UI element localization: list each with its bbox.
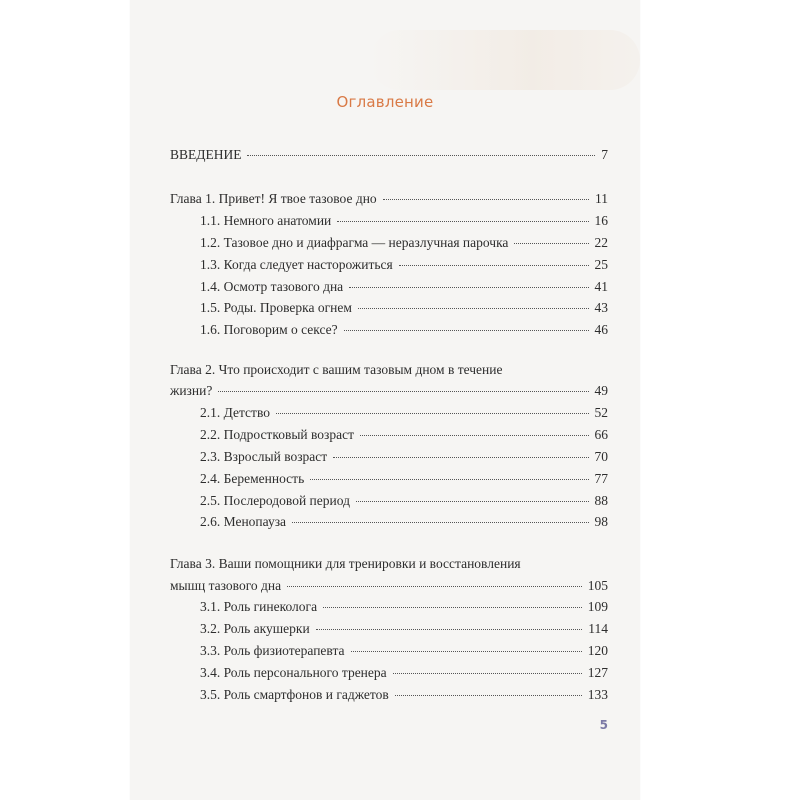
- toc-entry-label: 2.4. Беременность: [200, 471, 305, 486]
- toc-entry-page: 66: [594, 427, 608, 442]
- toc-entry-label: мышц тазового дна: [170, 578, 282, 593]
- dot-leader: [323, 607, 582, 608]
- toc-entry-page: 16: [594, 213, 608, 228]
- dot-leader: [360, 435, 589, 436]
- toc-chapter-3: [170, 578, 608, 594]
- toc-entry-label: 1.3. Когда следует насторожиться: [200, 257, 393, 272]
- dot-leader: [344, 330, 589, 331]
- toc-entry-label: 3.1. Роль гинеколога: [200, 599, 318, 614]
- toc-entry-page: 25: [594, 257, 608, 272]
- toc-entry-page: 114: [588, 621, 608, 636]
- toc-entry-label: 3.3. Роль физиотерапевта: [200, 643, 345, 658]
- toc-section-1-1: [200, 213, 608, 229]
- toc-entry-label: 1.2. Тазовое дно и диафрагма — неразлучная парочка: [200, 235, 509, 250]
- toc-title: Оглавление: [336, 93, 434, 111]
- dot-leader: [356, 501, 589, 502]
- toc-entry-label: 1.4. Осмотр тазового дна: [200, 279, 344, 294]
- toc-entry-page: 105: [587, 578, 608, 593]
- dot-leader: [333, 457, 588, 458]
- toc-chapter-3-line1: Глава 3. Ваши помощники для тренировки и восстановления: [170, 556, 521, 571]
- toc-entry-page: 22: [594, 235, 608, 250]
- toc-entry-label: 1.1. Немного анатомии: [200, 213, 332, 228]
- toc-entry-label: 3.5. Роль смартфонов и гаджетов: [200, 687, 389, 702]
- toc-entry-label: 1.5. Роды. Проверка огнем: [200, 300, 352, 315]
- toc-entry-label: 1.6. Поговорим о сексе?: [200, 322, 338, 337]
- dot-leader: [310, 479, 588, 480]
- toc-entry-page: 98: [594, 514, 608, 529]
- toc-entry-page: 46: [594, 322, 608, 337]
- toc-section-1-3: [200, 257, 608, 273]
- dot-leader: [218, 391, 588, 392]
- toc-entry-page: 43: [594, 300, 608, 315]
- dot-leader: [393, 673, 582, 674]
- toc-section-3-1: [200, 599, 608, 615]
- toc-entry-label: 3.4. Роль персонального тренера: [200, 665, 387, 680]
- toc-entry-label: Глава 1. Привет! Я твое тазовое дно: [170, 191, 377, 206]
- toc-entry-page: 7: [601, 147, 608, 162]
- book-page: [130, 0, 640, 800]
- toc-entry-page: 77: [594, 471, 608, 486]
- page-number: 5: [599, 718, 608, 732]
- toc-chapter-2-line1: Глава 2. Что происходит с вашим тазовым дном в течение: [170, 362, 503, 377]
- toc-entry-page: 41: [594, 279, 608, 294]
- toc-section-3-2: [200, 621, 608, 637]
- toc-section-3-5: [200, 687, 608, 703]
- toc-section-2-5: [200, 493, 608, 509]
- dot-leader: [395, 695, 582, 696]
- toc-chapter-1: [170, 191, 608, 207]
- dot-leader: [247, 155, 595, 156]
- dot-leader: [287, 586, 582, 587]
- toc-entry-page: 120: [587, 643, 608, 658]
- toc-entry-label: 2.6. Менопауза: [200, 514, 287, 529]
- dot-leader: [383, 199, 589, 200]
- toc-entry-page: 11: [595, 191, 608, 206]
- toc-section-1-6: [200, 322, 608, 338]
- toc-entry-page: 49: [594, 383, 608, 398]
- dot-leader: [292, 522, 588, 523]
- toc-entry-label: 2.2. Подростковый возраст: [200, 427, 354, 442]
- toc-entry-introduction: [170, 147, 608, 163]
- toc-section-2-3: [200, 449, 608, 465]
- toc-entry-page: 109: [587, 599, 608, 614]
- toc-entry-label: 2.3. Взрослый возраст: [200, 449, 328, 464]
- toc-section-1-2: [200, 235, 608, 251]
- toc-section-2-4: [200, 471, 608, 487]
- toc-entry-label: 3.2. Роль акушерки: [200, 621, 310, 636]
- toc-chapter-2: [170, 383, 608, 399]
- toc-section-3-3: [200, 643, 608, 659]
- toc-section-2-2: [200, 427, 608, 443]
- toc-entry-page: 70: [594, 449, 608, 464]
- toc-entry-page: 52: [594, 405, 608, 420]
- toc-entry-page: 127: [587, 665, 608, 680]
- toc-entry-label: жизни?: [170, 383, 213, 398]
- dot-leader: [399, 265, 589, 266]
- toc-section-1-5: [200, 300, 608, 316]
- dot-leader: [351, 651, 582, 652]
- toc-section-1-4: [200, 279, 608, 295]
- toc-entry-page: 133: [587, 687, 608, 702]
- dot-leader: [276, 413, 589, 414]
- toc-entry-page: 88: [594, 493, 608, 508]
- dot-leader: [349, 287, 588, 288]
- dot-leader: [514, 243, 588, 244]
- toc-section-3-4: [200, 665, 608, 681]
- toc-section-2-1: [200, 405, 608, 421]
- page-tint: [370, 30, 640, 90]
- dot-leader: [316, 629, 583, 630]
- dot-leader: [358, 308, 589, 309]
- toc-entry-label: 2.1. Детство: [200, 405, 270, 420]
- toc-section-2-6: [200, 514, 608, 530]
- dot-leader: [337, 221, 588, 222]
- toc-entry-label: ВВЕДЕНИЕ: [170, 147, 242, 162]
- toc-entry-label: 2.5. Послеродовой период: [200, 493, 350, 508]
